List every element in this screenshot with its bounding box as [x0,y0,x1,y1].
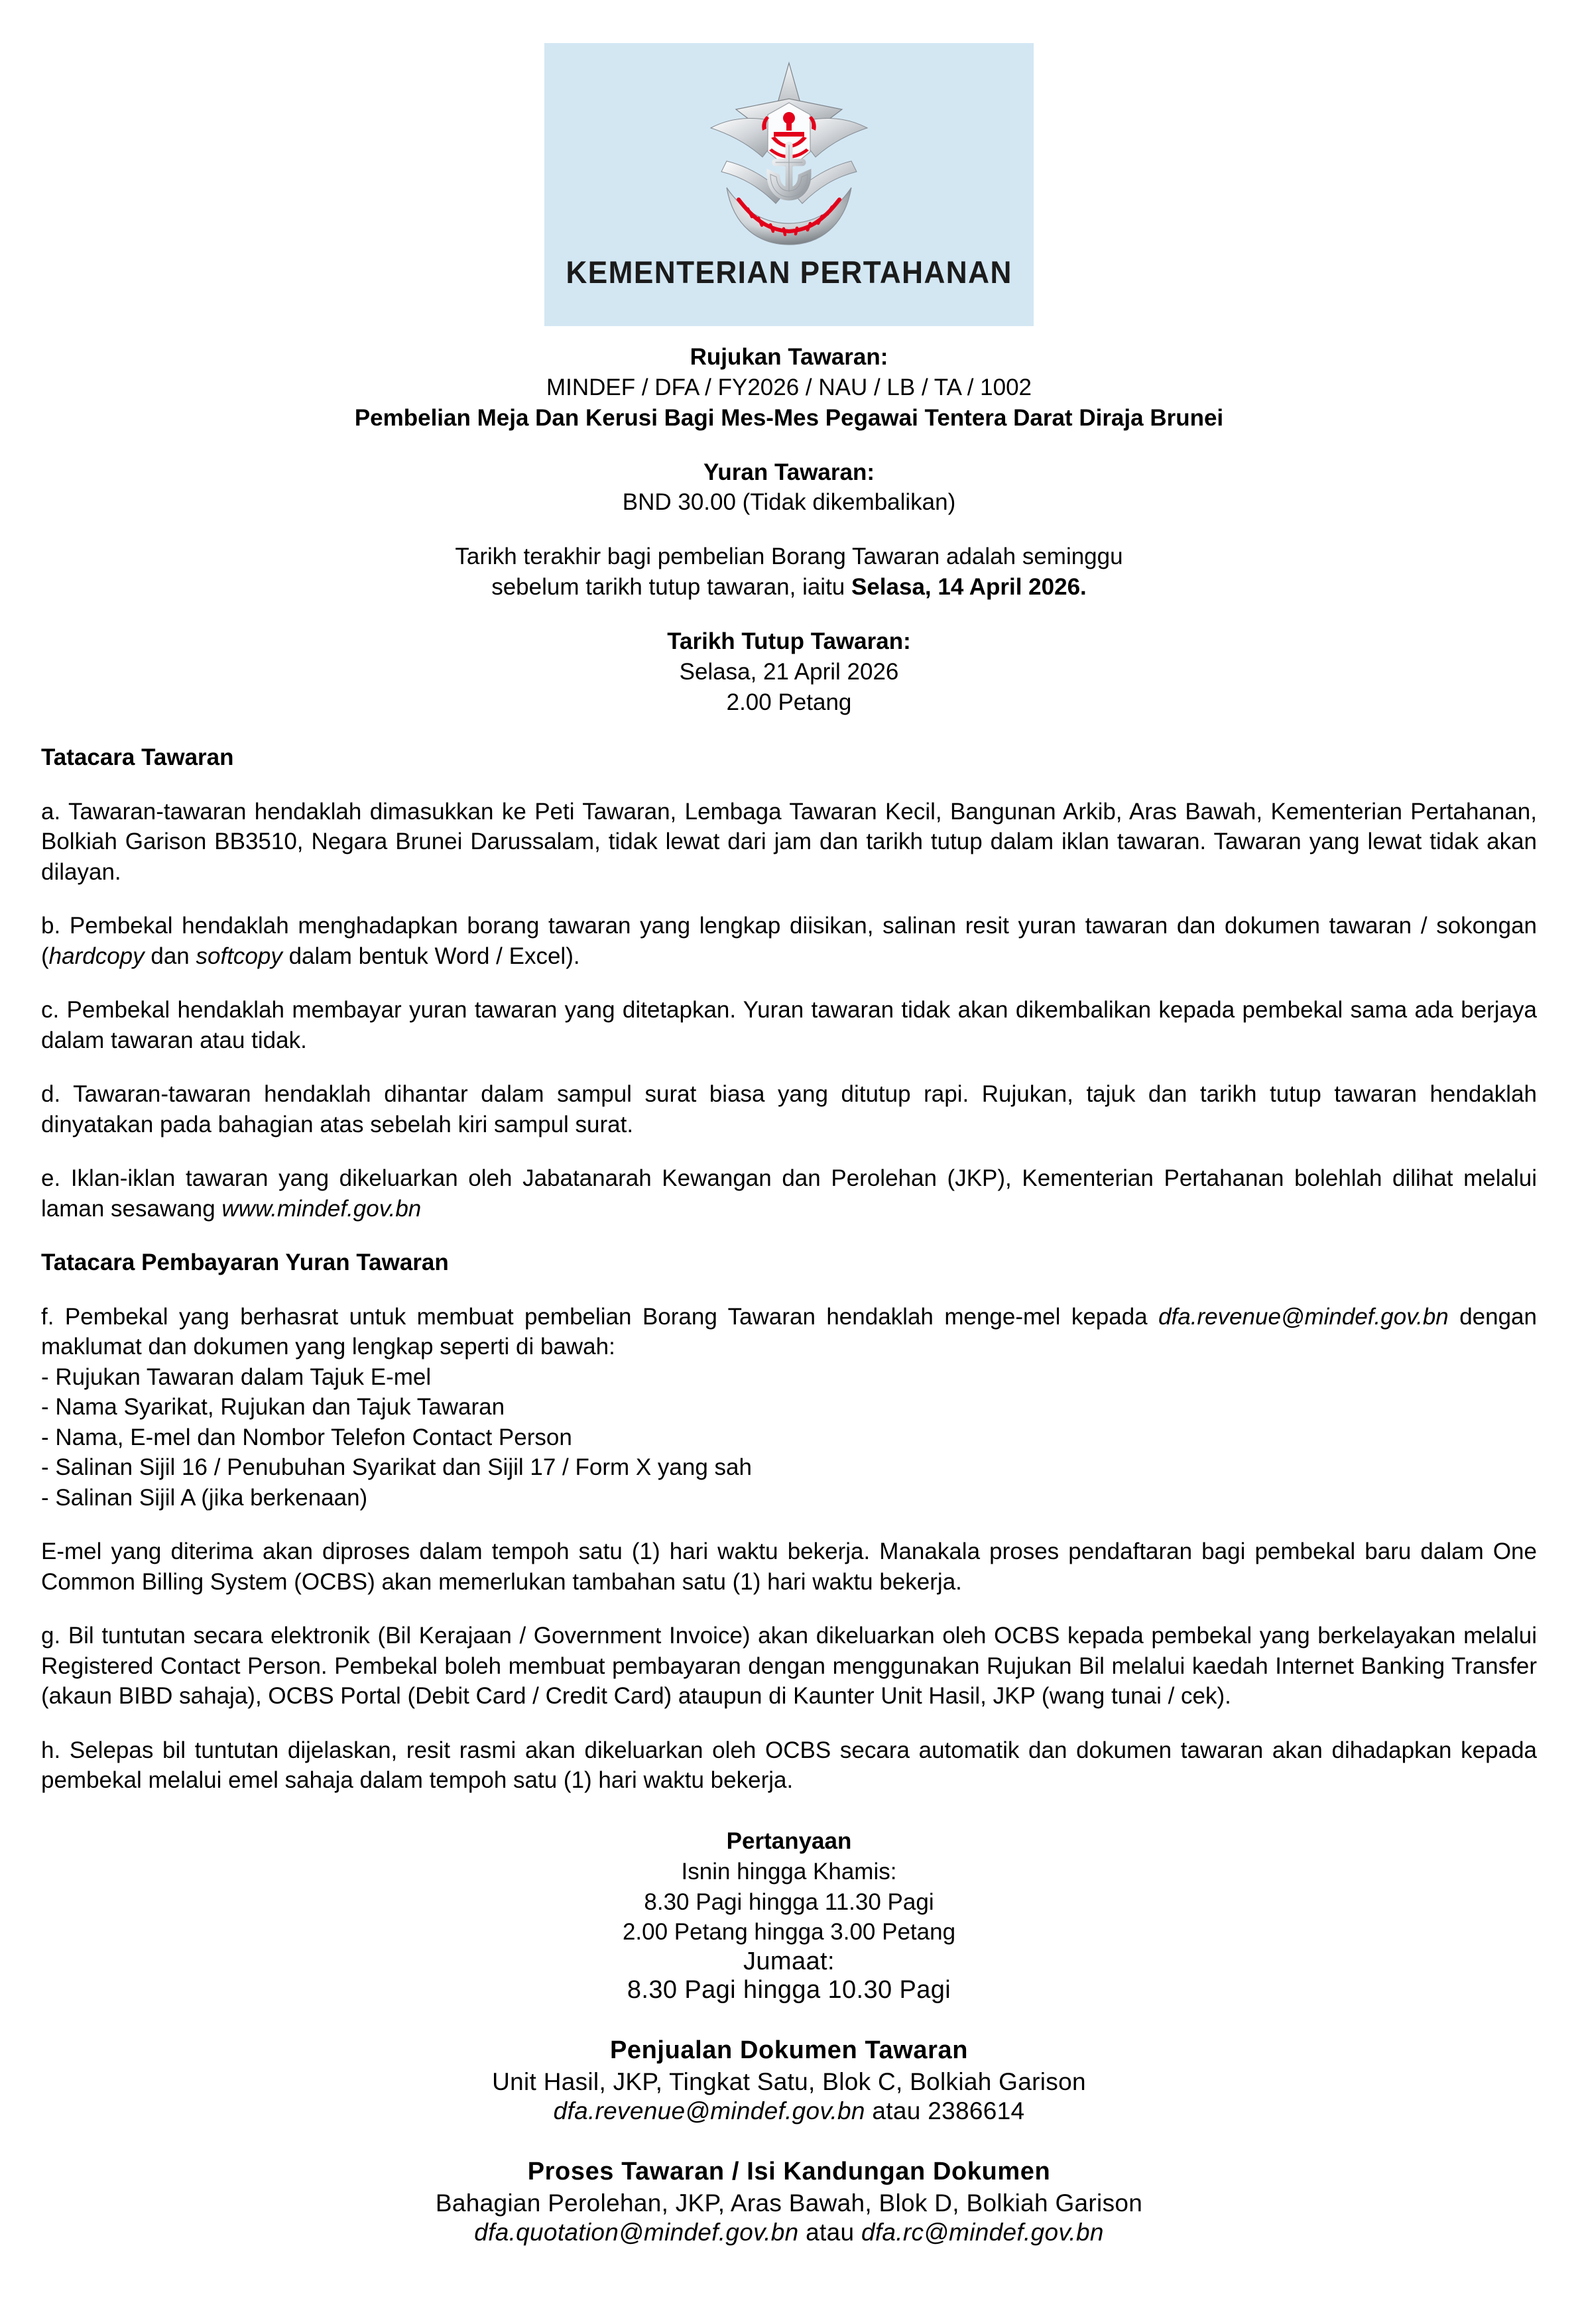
item-b-softcopy: softcopy [196,943,282,969]
document-sales-separator: atau [865,2097,928,2124]
enquiries-block [41,1826,1537,2004]
item-b-pre: b. Pembekal hendaklah menghadapkan borang tawaran yang lengkap diisikan, salinan resit yuran tawaran dan dokumen tawaran / sokongan ( [41,913,1537,969]
document-sales-phone: 2386614 [928,2097,1025,2124]
closing-label: Tarikh Tutup Tawaran: [667,628,911,654]
ministry-logo-box [544,43,1034,326]
revenue-email-link[interactable]: dfa.revenue@mindef.gov.bn [1158,1303,1449,1330]
item-b-mid: dan [144,943,196,969]
enquiries-weekday-label: Isnin hingga Khamis: [681,1858,897,1885]
procedure-item-b [41,911,1537,971]
enquiries-friday-morning: 8.30 Pagi hingga 10.30 Pagi [627,1975,951,2004]
tender-body [41,742,1537,1796]
document-sales-address: Unit Hasil, JKP, Tingkat Satu, Blok C, Bolkiah Garison [492,2068,1086,2096]
item-f-post: dengan maklumat dan dokumen yang lengkap seperti di bawah: [41,1303,1537,1360]
item-b-hardcopy: hardcopy [48,943,145,969]
reference-title: Pembelian Meja Dan Kerusi Bagi Mes-Mes Pegawai Tentera Darat Diraja Brunei [354,404,1224,431]
procedure-item-d: d. Tawaran-tawaran hendaklah dihantar dalam sampul surat biasa yang ditutup rapi. Rujukan, tajuk dan tarikh tutup tawaran hendaklah dinyatakan pada bahagian atas sebelah kiri sampul surat. [41,1081,1537,1137]
item-f-pre: f. Pembekal yang berhasrat untuk membuat pembelian Borang Tawaran hendaklah menge-mel kepada [41,1303,1159,1330]
purchase-deadline-line1: Tarikh terakhir bagi pembelian Borang Tawaran adalah seminggu [455,544,1123,570]
reference-label: Rujukan Tawaran: [690,344,888,370]
closing-time: 2.00 Petang [726,689,852,715]
brunei-mindef-crest-icon [670,58,908,250]
purchase-deadline-date: Selasa, 14 April 2026. [851,574,1087,601]
purchase-deadline-line2 [41,572,1537,603]
document-sales-title: Penjualan Dokumen Tawaran [609,2036,969,2065]
payment-item-h: h. Selepas bil tuntutan dijelaskan, resit rasmi akan dikeluarkan oleh OCBS secara automatik dan dokumen tawaran akan dihadapkan kepada pembekal melalui emel sahaja dalam tempoh satu (1) hari waktu bekerja. [41,1737,1537,1794]
payment-item-g: g. Bil tuntutan secara elektronik (Bil Kerajaan / Government Invoice) akan dikeluarkan oleh OCBS kepada pembekal yang berkelayakan melalui Registered Contact Person. Pembekal boleh membuat pembayaran dengan menggunakan Rujukan Bil melalui kaedah Internet Banking Transfer (akaun BIBD sahaja), OCBS Portal (Debit Card / Credit Card) ataupun di Kaunter Unit Hasil, JKP (wang tunai / cek). [41,1623,1537,1710]
payment-requirements-list [41,1362,1537,1513]
tender-process-block [41,2156,1537,2246]
procedure-item-e [41,1163,1537,1224]
mindef-website-link[interactable]: www.mindef.gov.bn [221,1195,422,1222]
document-sales-block [41,2034,1537,2125]
tender-process-email-2[interactable]: dfa.rc@mindef.gov.bn [861,2218,1104,2246]
reference-number: MINDEF / DFA / FY2026 / NAU / LB / TA / 1002 [546,374,1032,400]
list-item: - Salinan Sijil 16 / Penubuhan Syarikat dan Sijil 17 / Form X yang sah [41,1454,752,1481]
ministry-name-label: KEMENTERIAN PERTAHANAN [566,255,1012,290]
procedure-item-c: c. Pembekal hendaklah membayar yuran tawaran yang ditetapkan. Yuran tawaran tidak akan dikembalikan kepada pembekal sama ada berjaya dalam tawaran atau tidak. [41,997,1537,1053]
tender-process-separator: atau [798,2218,861,2246]
tender-process-email-1[interactable]: dfa.quotation@mindef.gov.bn [474,2218,799,2246]
item-e-pre: e. Iklan-iklan tawaran yang dikeluarkan oleh Jabatanarah Kewangan dan Perolehan (JKP), Kementerian Pertahanan bolehlah dilihat melalui laman sesawang [41,1165,1537,1222]
list-item: - Salinan Sijil A (jika berkenaan) [41,1484,368,1511]
enquiries-weekday-afternoon: 2.00 Petang hingga 3.00 Petang [622,1919,956,1946]
procedures-heading: Tatacara Tawaran [41,744,234,771]
closing-date: Selasa, 21 April 2026 [679,658,899,685]
enquiries-weekday-morning: 8.30 Pagi hingga 11.30 Pagi [644,1888,934,1915]
payment-heading: Tatacara Pembayaran Yuran Tawaran [41,1249,449,1276]
purchase-deadline-prefix: sebelum tarikh tutup tawaran, iaitu [491,574,851,601]
fee-value: BND 30.00 (Tidak dikembalikan) [622,489,956,516]
list-item: - Nama, E-mel dan Nombor Telefon Contact Person [41,1424,572,1450]
list-item: - Rujukan Tawaran dalam Tajuk E-mel [41,1364,432,1390]
tender-process-address: Bahagian Perolehan, JKP, Aras Bawah, Blok D, Bolkiah Garison [435,2189,1143,2217]
email-processing-note: E-mel yang diterima akan diproses dalam tempoh satu (1) hari waktu bekerja. Manakala proses pendaftaran bagi pembekal baru dalam One Common Billing System (OCBS) akan memerlukan tambahan satu (1) hari waktu bekerja. [41,1539,1537,1595]
enquiries-friday-label: Jumaat: [743,1947,835,1976]
tender-process-contact [41,2218,1537,2247]
item-b-post: dalam bentuk Word / Excel). [282,943,580,969]
tender-header [41,342,1537,717]
list-item: - Nama Syarikat, Rujukan dan Tajuk Tawaran [41,1394,505,1421]
tender-process-title: Proses Tawaran / Isi Kandungan Dokumen [527,2158,1051,2186]
document-sales-contact [41,2097,1537,2126]
enquiries-title: Pertanyaan [726,1828,852,1854]
document-sales-email[interactable]: dfa.revenue@mindef.gov.bn [553,2097,865,2124]
procedure-item-a: a. Tawaran-tawaran hendaklah dimasukkan ke Peti Tawaran, Lembaga Tawaran Kecil, Bangunan Arkib, Aras Bawah, Kementerian Pertahanan, Bolkiah Garison BB3510, Negara Brunei Darussalam, tidak lewat dari jam dan tarikh tutup dalam iklan tawaran. Tawaran yang lewat tidak akan dilayan. [41,798,1537,885]
fee-label: Yuran Tawaran: [703,459,875,485]
logo-header [0,0,1578,326]
payment-item-f [41,1302,1537,1362]
